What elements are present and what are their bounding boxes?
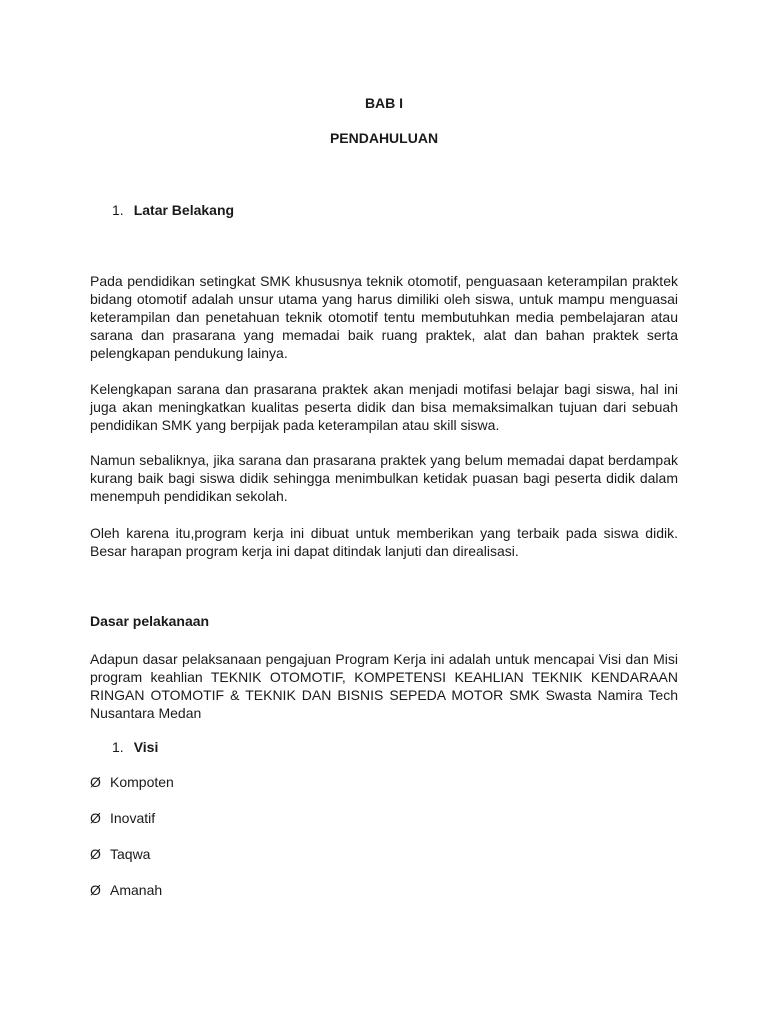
bullet-arrow-icon: Ø — [90, 810, 101, 826]
list-item — [90, 882, 162, 898]
bullet-arrow-icon: Ø — [90, 846, 101, 862]
list-item-text: Amanah — [110, 882, 163, 898]
paragraph-1: Pada pendidikan setingkat SMK khususnya teknik otomotif, penguasaan keterampilan praktek bidang otomotif adalah unsur utama yang harus dimiliki oleh siswa, untuk mampu menguasai keterampilan dan penetahuan teknik otomotif tentu membutuhkan media pembelajaran atau sarana dan prasarana yang memadai baik ruang praktek, alat dan bahan praktek serta pelengkapan pendukung lainya. — [90, 273, 678, 361]
list-item-text: Inovatif — [110, 810, 156, 826]
visi-title: Visi — [133, 739, 159, 755]
list-item — [90, 774, 174, 790]
section-heading-visi — [112, 739, 158, 755]
list-item-text: Taqwa — [110, 846, 151, 862]
chapter-title: PENDAHULUAN — [329, 130, 439, 146]
chapter-label: BAB I — [364, 95, 404, 111]
list-item — [90, 810, 155, 826]
paragraph-3: Namun sebaliknya, jika sarana dan prasarana praktek yang belum memadai dapat berdampak kurang baik bagi siswa didik sehingga menimbulkan ketidak puasan bagi peserta didik dalam menempuh pendidikan sekolah. — [90, 452, 678, 504]
list-item — [90, 846, 150, 862]
bullet-arrow-icon: Ø — [90, 882, 101, 898]
section-heading-latar-belakang — [112, 202, 234, 218]
bullet-arrow-icon: Ø — [90, 774, 101, 790]
dasar-heading: Dasar pelakanaan — [90, 613, 210, 629]
paragraph-2: Kelengkapan sarana dan prasarana praktek akan menjadi motifasi belajar bagi siswa, hal ini juga akan meningkatkan kualitas peserta didik dan bisa memaksimalkan tujuan dari sebuah pendidikan SMK yang berpijak pada keterampilan atau skill siswa. — [90, 381, 678, 433]
visi-number: 1. — [112, 739, 124, 755]
list-item-text: Kompoten — [110, 774, 174, 790]
section-title: Latar Belakang — [133, 202, 235, 218]
section-number: 1. — [112, 202, 124, 218]
paragraph-4: Oleh karena itu,program kerja ini dibuat untuk memberikan yang terbaik pada siswa didik. Besar harapan program kerja ini dapat ditindak lanjuti dan direalisasi. — [90, 525, 678, 559]
dasar-paragraph: Adapun dasar pelaksanaan pengajuan Program Kerja ini adalah untuk mencapai Visi dan Misi program keahlian TEKNIK OTOMOTIF, KOMPETENSI KEAHLIAN TEKNIK KENDARAAN RINGAN OTOMOTIF & TEKNIK DAN BISNIS SEPEDA MOTOR SMK Swasta Namira Tech Nusantara Medan — [90, 651, 678, 721]
